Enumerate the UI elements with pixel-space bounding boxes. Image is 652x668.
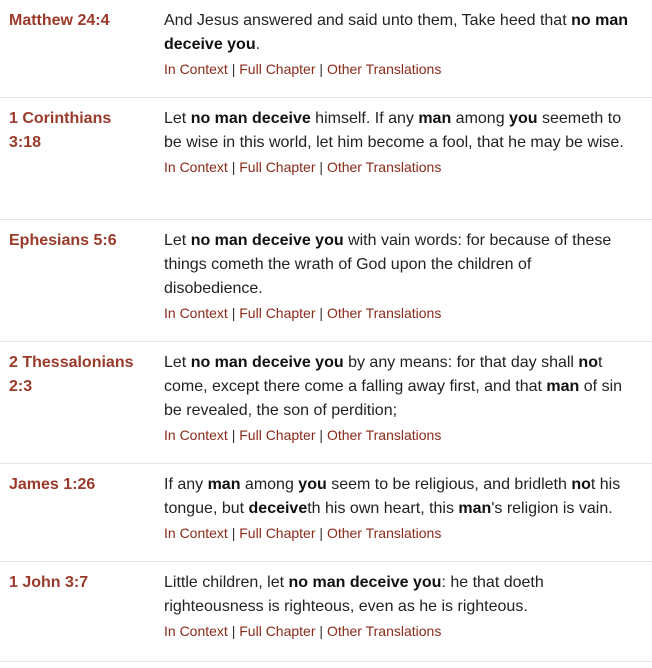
verse-text (164, 473, 628, 521)
verse-text-segment: Little children, let (164, 574, 289, 591)
verse-links (164, 619, 628, 643)
verse-text (164, 229, 628, 301)
full-chapter-link[interactable]: Full Chapter (239, 427, 316, 443)
verse-row (0, 220, 652, 342)
verse-text-segment: among (240, 476, 299, 493)
verse-body (164, 351, 628, 463)
highlight-term: man (546, 378, 580, 395)
highlight-term: no man deceive you (190, 232, 344, 249)
verse-text-segment: of sin be revealed, the son of perdition; (164, 378, 623, 419)
verse-reference-cell (0, 473, 164, 561)
verse-text-segment: Let (164, 232, 191, 249)
link-separator: | (315, 623, 327, 639)
link-separator: | (227, 427, 240, 443)
verse-body (164, 9, 628, 97)
verse-text-segment: himself. If any (310, 110, 419, 127)
verse-text-segment: Let (164, 110, 191, 127)
verse-reference-link[interactable]: 1 Corinthians 3:18 (9, 110, 112, 151)
link-separator: | (315, 427, 327, 443)
in-context-link[interactable]: In Context (164, 61, 228, 77)
highlight-term: no (571, 476, 591, 493)
highlight-term: man (207, 476, 241, 493)
verse-body (164, 229, 628, 341)
verse-text-segment: by any means: for that day shall (343, 354, 579, 371)
verse-reference-link[interactable]: James 1:26 (9, 476, 96, 493)
verse-reference-cell (0, 107, 164, 219)
highlight-term: deceive (248, 500, 308, 517)
highlight-term: no man deceive you (190, 354, 344, 371)
verse-reference-link[interactable]: 2 Thessalonians 2:3 (9, 354, 134, 395)
verse-text (164, 571, 628, 619)
verse-links (164, 521, 628, 545)
link-separator: | (227, 623, 240, 639)
verse-reference-cell (0, 9, 164, 97)
highlight-term: no man deceive you (288, 574, 442, 591)
verse-text-segment: seemeth to be wise in this world, let him become a fool, that he may be wise. (164, 110, 624, 151)
other-translations-link[interactable]: Other Translations (326, 159, 442, 175)
full-chapter-link[interactable]: Full Chapter (239, 159, 316, 175)
verse-body (164, 107, 628, 219)
verse-text (164, 9, 628, 57)
link-separator: | (227, 525, 240, 541)
full-chapter-link[interactable]: Full Chapter (239, 305, 316, 321)
verse-text-segment: If any (164, 476, 208, 493)
other-translations-link[interactable]: Other Translations (326, 623, 442, 639)
verse-reference-cell (0, 229, 164, 341)
verse-text-segment: with vain words: for because of these things cometh the wrath of God upon the children of disobedience. (164, 232, 612, 297)
link-separator: | (227, 159, 240, 175)
verse-text-segment: 's religion is vain. (491, 500, 613, 517)
in-context-link[interactable]: In Context (164, 305, 228, 321)
full-chapter-link[interactable]: Full Chapter (239, 623, 316, 639)
verse-links (164, 155, 628, 179)
verse-text (164, 107, 628, 155)
verse-reference-cell (0, 571, 164, 661)
in-context-link[interactable]: In Context (164, 427, 228, 443)
link-separator: | (227, 305, 240, 321)
highlight-term: no man deceive (190, 110, 311, 127)
verse-text-segment: t come, except there come a falling away first, and that (164, 354, 603, 395)
link-separator: | (315, 61, 327, 77)
other-translations-link[interactable]: Other Translations (326, 61, 442, 77)
verse-text-segment: among (451, 110, 510, 127)
verse-reference-link[interactable]: Ephesians 5:6 (9, 232, 117, 249)
full-chapter-link[interactable]: Full Chapter (239, 525, 316, 541)
link-separator: | (227, 61, 240, 77)
verse-text (164, 351, 628, 423)
highlight-term: man (418, 110, 452, 127)
verse-text-segment: . (255, 36, 261, 53)
verse-text-segment: And Jesus answered and said unto them, Take heed that (164, 12, 572, 29)
highlight-term: you (298, 476, 327, 493)
verse-links (164, 57, 628, 81)
full-chapter-link[interactable]: Full Chapter (239, 61, 316, 77)
verse-text-segment: seem to be religious, and bridleth (326, 476, 572, 493)
highlight-term: no (578, 354, 598, 371)
verse-body (164, 571, 628, 661)
other-translations-link[interactable]: Other Translations (326, 305, 442, 321)
verse-row (0, 0, 652, 98)
verse-row (0, 562, 652, 662)
in-context-link[interactable]: In Context (164, 623, 228, 639)
verse-text-segment: : he that doeth righteousness is righteous, even as he is righteous. (164, 574, 544, 615)
verse-body (164, 473, 628, 561)
verse-reference-link[interactable]: 1 John 3:7 (9, 574, 89, 591)
verse-row (0, 342, 652, 464)
other-translations-link[interactable]: Other Translations (326, 427, 442, 443)
other-translations-link[interactable]: Other Translations (326, 525, 442, 541)
verse-text-segment: Let (164, 354, 191, 371)
link-separator: | (315, 525, 327, 541)
highlight-term: no man deceive you (164, 12, 628, 53)
verse-reference-cell (0, 351, 164, 463)
link-separator: | (315, 305, 327, 321)
in-context-link[interactable]: In Context (164, 525, 228, 541)
verse-links (164, 301, 628, 325)
in-context-link[interactable]: In Context (164, 159, 228, 175)
highlight-term: you (509, 110, 538, 127)
verse-text-segment: th his own heart, this (307, 500, 459, 517)
verse-links (164, 423, 628, 447)
highlight-term: man (458, 500, 492, 517)
verse-row (0, 464, 652, 562)
link-separator: | (315, 159, 327, 175)
verse-row (0, 98, 652, 220)
verse-text-segment: t his tongue, but (164, 476, 621, 517)
verse-reference-link[interactable]: Matthew 24:4 (9, 12, 110, 29)
